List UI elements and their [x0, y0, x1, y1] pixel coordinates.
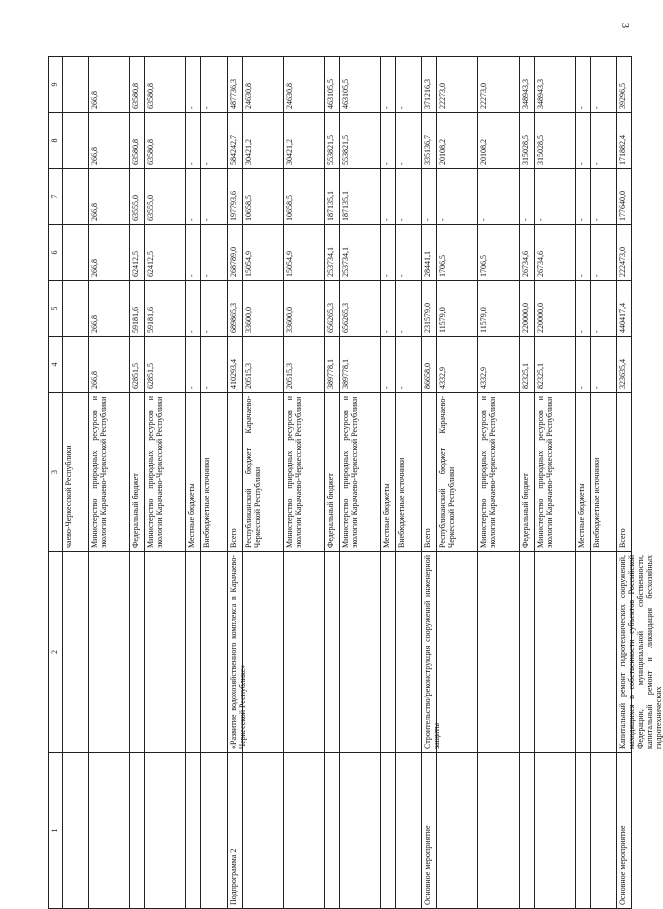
table-cell: Министерство природных ресурсов и экологии Карачаево-Черкесской Республики — [339, 393, 380, 552]
table-cell: - — [590, 113, 616, 169]
table-cell: 22273,0 — [437, 57, 478, 113]
table-cell — [201, 753, 227, 909]
table-cell: Внебюджетные источники — [590, 393, 616, 552]
table-cell: 348943,3 — [519, 57, 534, 113]
column-number-cell: 7 — [49, 169, 63, 225]
table-cell: 63580,8 — [145, 57, 186, 113]
table-cell: 389778,1 — [324, 337, 339, 393]
table-cell: 15054,9 — [242, 225, 283, 281]
table-cell: 463105,5 — [324, 57, 339, 113]
table-cell — [63, 113, 89, 169]
table-cell: 689865,3 — [227, 281, 242, 337]
table-cell: 187135,1 — [324, 169, 339, 225]
table-cell: - — [590, 281, 616, 337]
table-row — [49, 113, 632, 169]
table-cell: Министерство природных ресурсов и экологии Карачаево-Черкесской Республики — [478, 393, 519, 552]
table-cell — [339, 753, 380, 909]
table-cell: 26734,6 — [534, 225, 575, 281]
table-cell: 62851,5 — [145, 337, 186, 393]
table-cell: - — [381, 281, 396, 337]
table-cell — [89, 753, 130, 909]
column-number-cell: 5 — [49, 281, 63, 337]
table-cell: Министерство природных ресурсов и экологии Карачаево-Черкесской Республики — [89, 393, 130, 552]
table-cell: 253734,1 — [339, 225, 380, 281]
table-cell: - — [534, 169, 575, 225]
table-cell: 268789,0 — [227, 225, 242, 281]
table-cell: 24630,8 — [242, 57, 283, 113]
table-cell — [534, 552, 575, 753]
table-cell: Всего — [616, 393, 631, 552]
table-cell: 177640,0 — [616, 169, 631, 225]
table-cell — [575, 753, 590, 909]
table-cell: Основное мероприятие — [616, 753, 631, 909]
table-cell: 315028,5 — [519, 113, 534, 169]
table-cell: - — [186, 169, 201, 225]
table-cell: 22273,0 — [478, 57, 519, 113]
table-cell: 26734,6 — [519, 225, 534, 281]
table-cell: Всего — [422, 393, 437, 552]
table-cell: - — [590, 169, 616, 225]
table-cell: 323635,4 — [616, 337, 631, 393]
table-cell: Федеральный бюджет — [130, 393, 145, 552]
table-cell: 10658,5 — [283, 169, 324, 225]
table-cell: 33600,0 — [283, 281, 324, 337]
table-cell — [63, 57, 89, 113]
table-cell: - — [381, 337, 396, 393]
table-cell: 62412,5 — [145, 225, 186, 281]
table-cell: 4332,9 — [478, 337, 519, 393]
page-number: 3 — [619, 23, 630, 28]
table-cell: 1706,5 — [437, 225, 478, 281]
column-number-cell: 4 — [49, 337, 63, 393]
table-cell: 4332,9 — [437, 337, 478, 393]
table-cell: 171882,4 — [616, 113, 631, 169]
table-cell: 30421,2 — [242, 113, 283, 169]
table-cell: 82325,1 — [519, 337, 534, 393]
table-cell — [63, 169, 89, 225]
table-cell: 20108,2 — [478, 113, 519, 169]
table-cell: - — [590, 225, 616, 281]
table-cell: - — [575, 281, 590, 337]
table-cell: - — [381, 57, 396, 113]
table-cell — [339, 552, 380, 753]
table-cell — [437, 552, 478, 753]
table-cell — [590, 552, 616, 753]
table-cell: Местные бюджеты — [381, 393, 396, 552]
table-cell: 1706,5 — [478, 225, 519, 281]
table-cell: - — [186, 337, 201, 393]
table-row — [49, 169, 632, 225]
table-cell: - — [396, 57, 422, 113]
table-cell: Внебюджетные источники — [201, 393, 227, 552]
table-cell — [478, 753, 519, 909]
table-cell — [575, 552, 590, 753]
table-cell: 63580,8 — [145, 113, 186, 169]
table-cell: Подпрограмма 2 — [227, 753, 242, 909]
table-cell: - — [519, 169, 534, 225]
column-number-cell: 1 — [49, 753, 63, 909]
table-cell: - — [381, 113, 396, 169]
table-cell: 86658,0 — [422, 337, 437, 393]
table-cell — [534, 753, 575, 909]
table-cell: - — [575, 169, 590, 225]
table-cell — [63, 281, 89, 337]
table-cell — [63, 753, 89, 909]
table-cell: 82325,1 — [534, 337, 575, 393]
table-row — [49, 281, 632, 337]
table-cell — [590, 753, 616, 909]
table-cell: 187135,1 — [339, 169, 380, 225]
table-cell: Республиканский бюджет Карачаево-Черкесской Республики — [437, 393, 478, 552]
column-number-cell: 9 — [49, 57, 63, 113]
table-cell: чаево-Черкесской Республики — [63, 393, 89, 552]
table-cell: 20515,3 — [242, 337, 283, 393]
table-cell — [201, 552, 227, 753]
table-cell — [186, 753, 201, 909]
table-row — [49, 753, 632, 909]
table-cell: 30421,2 — [283, 113, 324, 169]
table-cell: 553821,5 — [324, 113, 339, 169]
table-cell: 371216,3 — [422, 57, 437, 113]
table-cell — [242, 753, 283, 909]
table-cell — [437, 753, 478, 909]
table-cell: 410293,4 — [227, 337, 242, 393]
column-number-cell: 8 — [49, 113, 63, 169]
table-cell: - — [575, 337, 590, 393]
table-cell — [89, 552, 130, 753]
table-cell: - — [590, 337, 616, 393]
table-cell: - — [396, 337, 422, 393]
table-cell: 20515,3 — [283, 337, 324, 393]
table-row — [49, 393, 632, 552]
table-cell — [324, 753, 339, 909]
table-cell: 389778,1 — [339, 337, 380, 393]
table-cell: - — [201, 113, 227, 169]
table-cell: Капитальный ремонт гидротехнических сооружений, находящихся в собственности субъектов Российской Федерации, муниципальной собственности, капитальный ремонт и ликвидация бесхозяйных гидротехнических — [616, 552, 631, 753]
table-cell — [396, 552, 422, 753]
table-cell: 59181,6 — [145, 281, 186, 337]
table-cell: - — [381, 169, 396, 225]
table-cell — [519, 552, 534, 753]
table-cell — [130, 753, 145, 909]
table-cell: 315028,5 — [534, 113, 575, 169]
table-cell: Министерство природных ресурсов и экологии Карачаево-Черкесской Республики — [283, 393, 324, 552]
table-cell — [242, 552, 283, 753]
table-cell: 63555,0 — [145, 169, 186, 225]
table-cell: Основное мероприятие — [422, 753, 437, 909]
table-cell: - — [186, 57, 201, 113]
table-cell — [63, 337, 89, 393]
table-cell: Федеральный бюджет — [519, 393, 534, 552]
column-number-cell: 2 — [49, 552, 63, 753]
table-cell: 15054,9 — [283, 225, 324, 281]
table-cell: - — [396, 281, 422, 337]
table-cell: 266,8 — [89, 57, 130, 113]
table-cell: - — [478, 169, 519, 225]
table-cell: 266,8 — [89, 169, 130, 225]
table-cell: - — [590, 57, 616, 113]
table-cell: 220000,0 — [519, 281, 534, 337]
table-cell: 348943,3 — [534, 57, 575, 113]
table-cell: - — [186, 225, 201, 281]
table-cell: Республиканский бюджет Карачаево-Черкесской Республики — [242, 393, 283, 552]
table-cell — [283, 552, 324, 753]
table-cell — [324, 552, 339, 753]
table-cell: 487736,3 — [227, 57, 242, 113]
table-cell: 62851,5 — [130, 337, 145, 393]
table-cell: - — [201, 169, 227, 225]
table-cell: 63555,0 — [130, 169, 145, 225]
table-cell: «Развитие водохозяйственного комплекса в Карачаево-Черкесской Республике» — [227, 552, 242, 753]
table-cell: Строительство/реконструкция сооружений инженерной защиты — [422, 552, 437, 753]
table-cell: - — [201, 337, 227, 393]
table-cell — [283, 753, 324, 909]
table-cell: 11579,0 — [478, 281, 519, 337]
table-cell: 220000,0 — [534, 281, 575, 337]
table-cell: - — [201, 57, 227, 113]
table-row — [49, 225, 632, 281]
table-cell: - — [575, 113, 590, 169]
table-cell: - — [201, 281, 227, 337]
table-cell: 59181,6 — [130, 281, 145, 337]
table-cell: 24630,8 — [283, 57, 324, 113]
table-cell: 222473,0 — [616, 225, 631, 281]
table-cell — [186, 552, 201, 753]
column-number-cell: 3 — [49, 393, 63, 552]
table-cell — [381, 753, 396, 909]
table-cell: 656265,3 — [324, 281, 339, 337]
table-cell: - — [201, 225, 227, 281]
table-cell: 28441,1 — [422, 225, 437, 281]
table-cell: 266,8 — [89, 281, 130, 337]
table-cell: Федеральный бюджет — [324, 393, 339, 552]
table-cell — [519, 753, 534, 909]
column-number-cell: 6 — [49, 225, 63, 281]
table-cell — [145, 552, 186, 753]
table-cell: 266,8 — [89, 113, 130, 169]
table-cell: - — [396, 113, 422, 169]
table-cell — [63, 225, 89, 281]
table-cell — [130, 552, 145, 753]
table-cell: 553821,5 — [339, 113, 380, 169]
table-cell: - — [575, 225, 590, 281]
budget-table — [48, 56, 663, 909]
table-cell: Местные бюджеты — [186, 393, 201, 552]
table-cell: 10658,5 — [242, 169, 283, 225]
table-cell — [63, 552, 89, 753]
table-row — [49, 552, 632, 753]
table-cell: 62412,5 — [130, 225, 145, 281]
table-cell: - — [396, 225, 422, 281]
table-cell: 63580,8 — [130, 57, 145, 113]
table-cell: 335136,7 — [422, 113, 437, 169]
table-cell — [381, 552, 396, 753]
table-cell: 584242,7 — [227, 113, 242, 169]
table-cell: Министерство природных ресурсов и экологии Карачаево-Черкесской Республики — [534, 393, 575, 552]
table-cell: 231579,0 — [422, 281, 437, 337]
table-cell: 63580,8 — [130, 113, 145, 169]
table-cell: 33600,0 — [242, 281, 283, 337]
table-cell: 266,8 — [89, 225, 130, 281]
table-cell — [396, 753, 422, 909]
table-cell: Внебюджетные источники — [396, 393, 422, 552]
table-cell: 253734,1 — [324, 225, 339, 281]
table-cell: - — [186, 281, 201, 337]
table-cell: 656265,3 — [339, 281, 380, 337]
table-cell: - — [575, 57, 590, 113]
table-row — [49, 337, 632, 393]
table-cell: 463105,5 — [339, 57, 380, 113]
table-cell: 39296,5 — [616, 57, 631, 113]
table-cell: 197793,6 — [227, 169, 242, 225]
table-cell: 11579,0 — [437, 281, 478, 337]
table-cell — [478, 552, 519, 753]
table-row — [49, 57, 632, 113]
table-cell: - — [437, 169, 478, 225]
table-cell: 20108,2 — [437, 113, 478, 169]
table-cell: 266,8 — [89, 337, 130, 393]
table-cell: - — [381, 225, 396, 281]
table-cell — [145, 753, 186, 909]
table-cell: Местные бюджеты — [575, 393, 590, 552]
table-cell: - — [396, 169, 422, 225]
table-cell: Всего — [227, 393, 242, 552]
table-cell: 440417,4 — [616, 281, 631, 337]
table-cell: - — [422, 169, 437, 225]
table-cell: - — [186, 113, 201, 169]
table-cell: Министерство природных ресурсов и экологии Карачаево-Черкесской Республики — [145, 393, 186, 552]
